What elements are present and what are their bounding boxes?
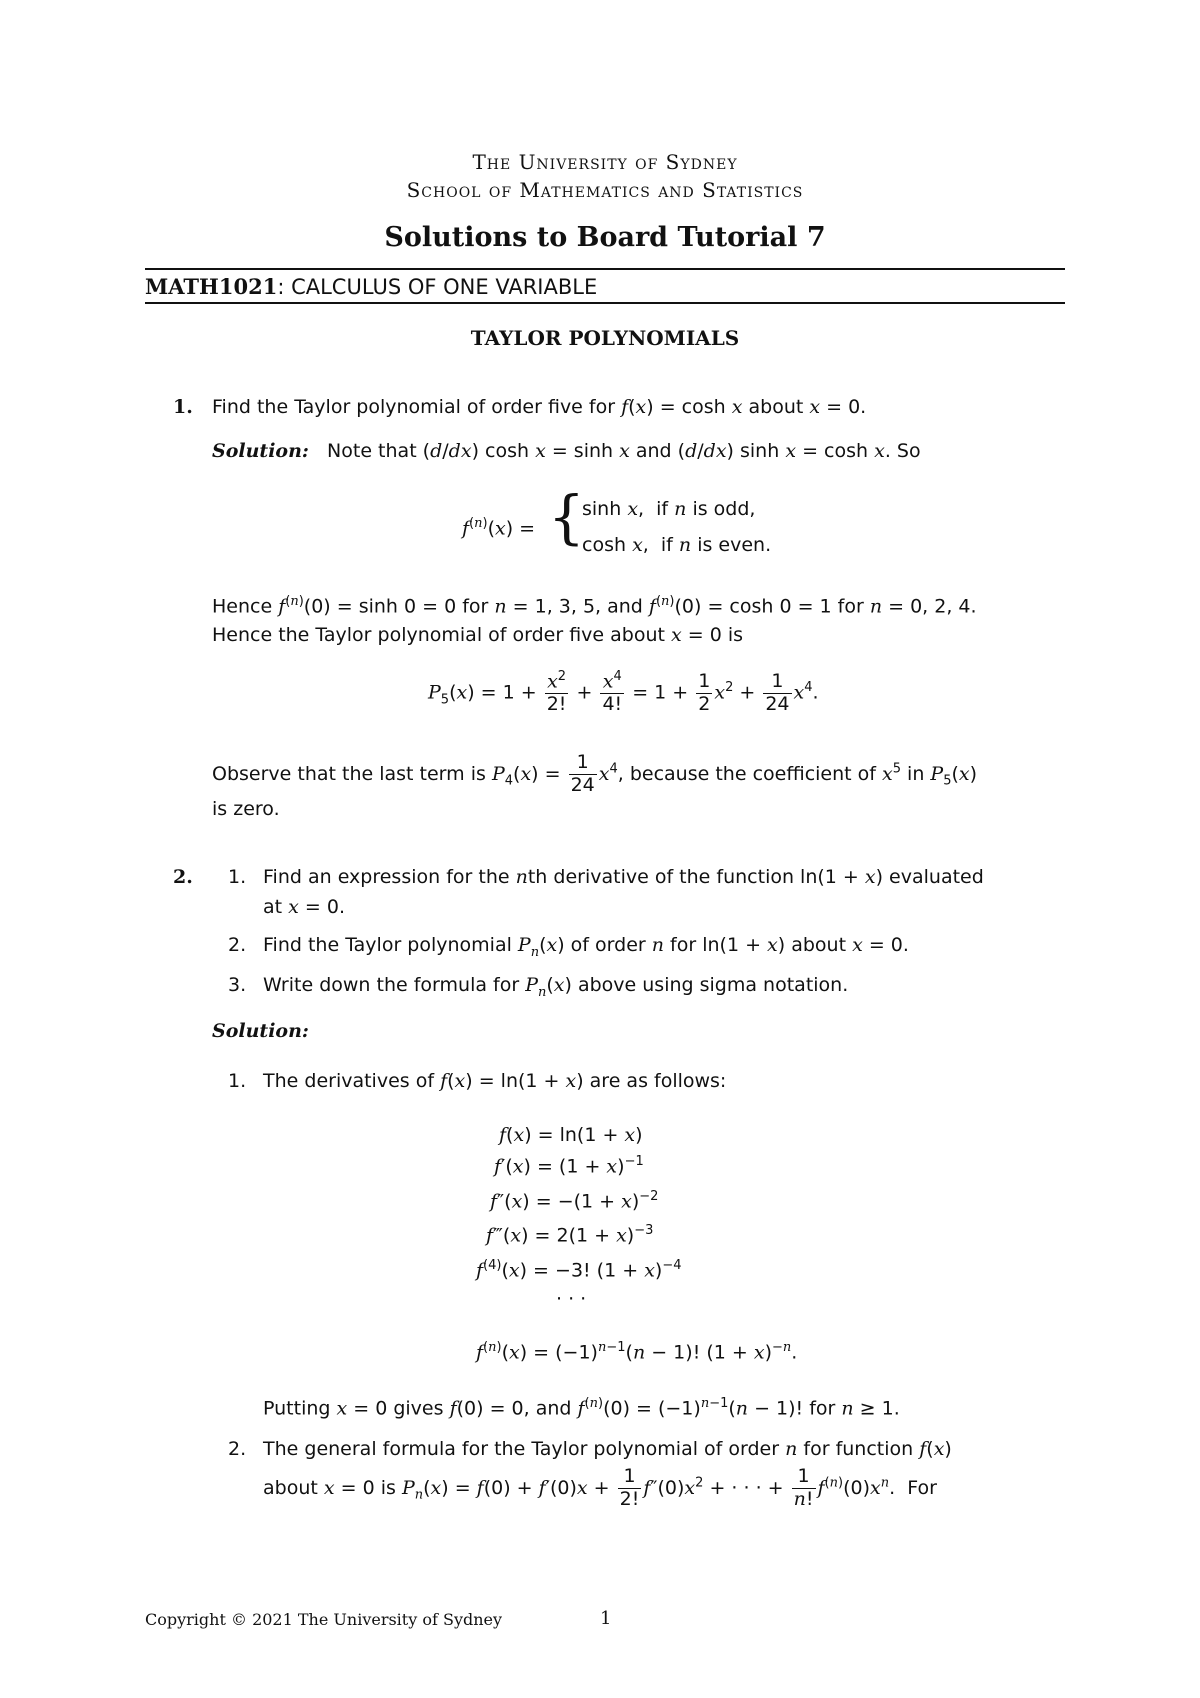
- q2-part-1-text: Find an expression for the nth derivative of the function ln(1 + x) evaluated: [263, 866, 984, 888]
- frac-1-over-2fact: $\frac{1}{2!}$: [619, 1465, 640, 1510]
- q1-solution-line: Solution: Note that (d/dx) cosh x = sinh x and (d/dx) sinh x = cosh x. So: [212, 440, 921, 462]
- q2-part-3-text: Write down the formula for $P_n(x)$ above using sigma notation.: [263, 974, 849, 1000]
- bottom-rule: [145, 302, 1065, 304]
- q2-part-3-num: 3.: [228, 974, 247, 996]
- q2-sol-2-num: 2.: [228, 1438, 247, 1460]
- question-1-number: 1.: [173, 396, 193, 418]
- left-brace: {: [548, 483, 585, 551]
- deriv-row-n: $f^{(n)}(x) = (-1)^{n-1}(n - 1)$! $(1 + x)^{-n}$.: [476, 1340, 798, 1364]
- q2-sol-2-line1: The general formula for the Taylor polynomial of order n for function f(x): [263, 1438, 952, 1460]
- deriv-row-4: $f^{(4)}(x) = -3$! $(1 + x)^{-4}$: [476, 1258, 682, 1282]
- piecewise-lhs: $f^{(n)}(x)$ =: [462, 516, 536, 540]
- page-number: 1: [600, 1608, 612, 1629]
- top-rule: [145, 268, 1065, 270]
- q2-part-2-num: 2.: [228, 934, 247, 956]
- q2-putting: Putting x = 0 gives f(0) = 0, and $f^{(n)}(0) = (-1)^{n-1}(n - 1)$! for n ≥ 1.: [263, 1396, 900, 1420]
- topic-heading: TAYLOR POLYNOMIALS: [470, 326, 740, 350]
- q2-sol-2-line2: about x = 0 is $P_n(x) = f(0) + f'(0)x$ + $\frac{1}{2!}$ $f''(0)x^2$ + · · · + $\frac{1}{n!}$ $f^{(n)}(0)x^n$. For: [263, 1465, 937, 1510]
- question-2-number: 2.: [173, 866, 193, 888]
- q1-hence-2: Hence the Taylor polynomial of order five about x = 0 is: [212, 624, 744, 646]
- deriv-row-dots: · · ·: [556, 1288, 587, 1310]
- q2-part-1-text-cont: at x = 0.: [263, 896, 345, 918]
- university-name: The University of Sydney: [472, 150, 738, 174]
- frac-observe: $\frac{1}{24}$: [570, 751, 595, 796]
- deriv-row-1: $f'(x) = (1 + x)^{-1}$: [494, 1154, 644, 1178]
- footer-copyright: Copyright © 2021 The University of Sydney: [145, 1610, 503, 1629]
- document-title: Solutions to Board Tutorial 7: [384, 222, 826, 253]
- frac-1-over-2: $\frac{1}{2}$: [698, 669, 711, 715]
- frac-x4-over-4fact: $\frac{x^4}{4!}$: [602, 669, 623, 716]
- deriv-row-0: f(x) = ln(1 + x): [499, 1124, 643, 1146]
- q1-observe-end: is zero.: [212, 798, 280, 820]
- frac-x2-over-2fact: $\frac{x^2}{2!}$: [546, 669, 567, 716]
- frac-1-over-24: $\frac{1}{24}$: [765, 669, 790, 715]
- q2-sol-1-text: The derivatives of f(x) = ln(1 + x) are as follows:: [263, 1070, 727, 1092]
- case-odd: sinh x, if n is odd,: [582, 498, 756, 520]
- question-1-text: Find the Taylor polynomial of order five for f(x) = cosh x about x = 0.: [212, 396, 867, 418]
- p5-formula: $P_5(x) = 1$ + $\frac{x^2}{2!}$ + $\frac{x^4}{4!}$ = 1 + $\frac{1}{2}$ $x^2$ + $\frac{1}{24}$ $x^4$.: [428, 669, 819, 716]
- q2-solution-label: Solution:: [212, 1020, 309, 1042]
- q2-part-1-num: 1.: [228, 866, 247, 888]
- deriv-row-2: $f''(x) = -(1 + x)^{-2}$: [490, 1189, 659, 1213]
- q1-hence-1: Hence $f^{(n)}(0) = \sinh 0 = 0$ for n = 1, 3, 5, and $f^{(n)}(0) = \cosh 0 = 1$ for n = 0, 2, 4.: [212, 594, 977, 618]
- course-heading: [145, 274, 597, 299]
- deriv-row-3: f‴(x) = $2(1 + x)^{-3}$: [486, 1223, 654, 1247]
- q1-observe: Observe that the last term is $P_4(x)$ = $\frac{1}{24}$ $x^4$, because the coefficient of $x^5$ in $P_5(x)$: [212, 751, 978, 796]
- q2-sol-1-num: 1.: [228, 1070, 247, 1092]
- school-name: School of Mathematics and Statistics: [406, 178, 804, 202]
- course-code: MATH1021: [145, 274, 278, 299]
- frac-1-over-nfact: $\frac{1}{n!}$: [793, 1465, 814, 1510]
- q2-part-2-text: Find the Taylor polynomial $P_n(x)$ of order n for ln(1 + x) about x = 0.: [263, 934, 909, 960]
- case-even: cosh x, if n is even.: [582, 534, 772, 556]
- course-name: : CALCULUS OF ONE VARIABLE: [277, 275, 598, 299]
- q1-solution-label: Solution:: [212, 440, 309, 462]
